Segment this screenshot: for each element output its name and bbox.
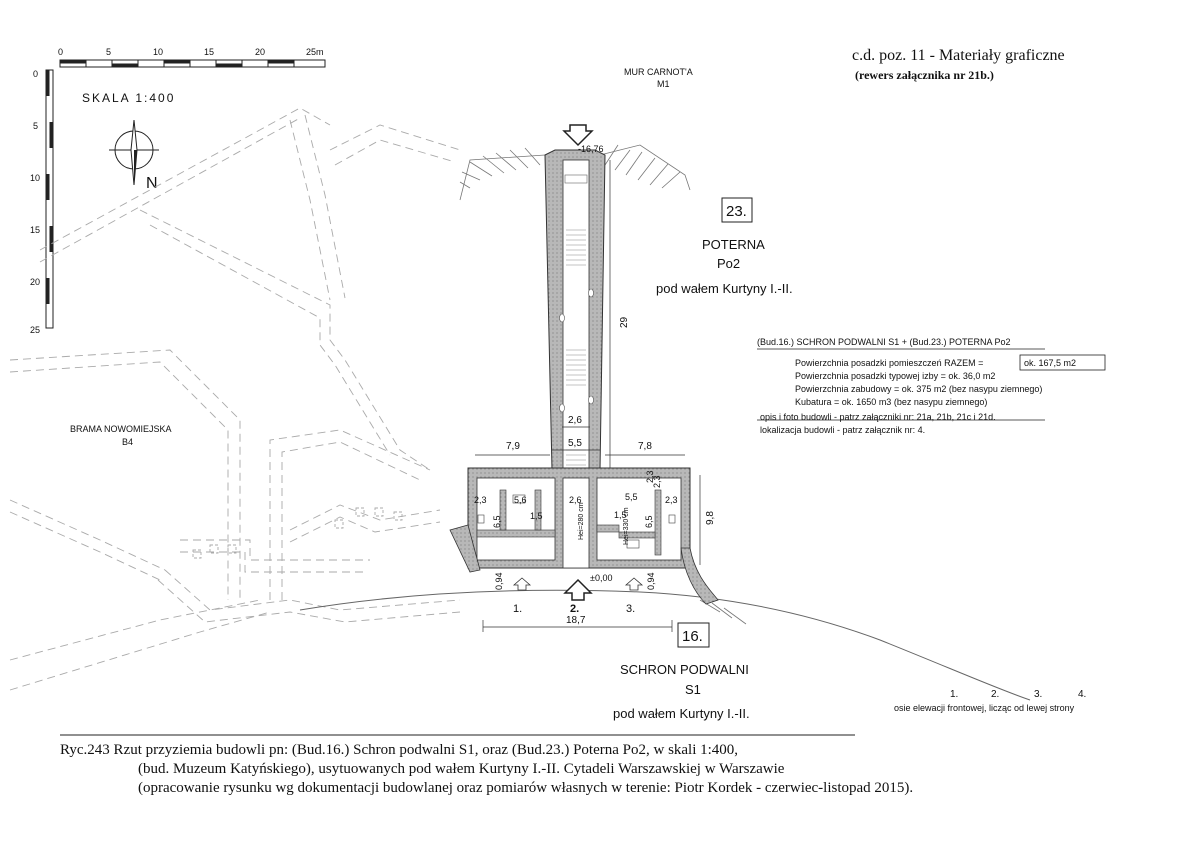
- scale-top-tick: 20: [255, 47, 266, 57]
- dim-length: 29: [619, 316, 630, 328]
- mur-carnot-label: MUR CARNOT'A: [624, 67, 693, 77]
- elevation-number: 2.: [570, 603, 580, 615]
- figure-caption: [60, 741, 913, 798]
- room-center: [563, 478, 589, 568]
- scale-bar-horizontal: [60, 60, 325, 67]
- legend-number: 1.: [950, 689, 959, 700]
- dim-zero-level: ±0,00: [590, 573, 613, 583]
- elevation-number: 1.: [513, 603, 523, 615]
- dim-top-level: -16,76: [578, 144, 604, 154]
- legend-number: 3.: [1034, 689, 1043, 700]
- dim-hei-left: Hei=280 cm: [578, 502, 585, 540]
- legend-number: 2.: [991, 689, 1000, 700]
- dim-total-width: 18,7: [566, 615, 586, 626]
- dim-corridor-width: 2,6: [568, 415, 582, 426]
- scale-left-tick: 0: [33, 69, 39, 79]
- building-23-location: pod wałem Kurtyny I.-II.: [656, 281, 793, 296]
- page-header-subtitle: (rewers załącznika nr 21b.): [855, 68, 994, 82]
- legend-text: osie elewacji frontowej, licząc od lewej strony: [894, 703, 1075, 713]
- scale-left-tick: 20: [30, 277, 41, 287]
- stats-building-area: Powierzchnia zabudowy = ok. 375 m2 (bez nasypu ziemnego): [795, 384, 1043, 394]
- scale-bar-vertical: [46, 70, 53, 328]
- dim-width-5-5: 5,5: [568, 438, 582, 449]
- stats-row: [757, 357, 1077, 370]
- brama-code: B4: [122, 437, 134, 447]
- scale-left-tick: 5: [33, 121, 39, 131]
- stats-description-ref: opis i foto budowli - patrz załączniki nr: 21a, 21b, 21c i 21d.: [760, 412, 996, 422]
- dim-room-r-a: 1,5: [614, 510, 627, 520]
- dim-room-r-small: 2,3: [645, 470, 655, 483]
- dim-hei-right: Hei=330 cm: [623, 507, 630, 545]
- background-small-rooms: [193, 508, 402, 558]
- dim-right-wing: 7,8: [638, 441, 652, 452]
- building-stats: [757, 336, 1077, 437]
- building-23-name: POTERNA: [702, 237, 765, 252]
- road-curve: [300, 590, 1030, 700]
- caption-line: Ryc.243 Rzut przyziemia budowli pn: (Bud.16.) Schron podwalni S1, oraz (Bud.23.) Poterna Po2, w skali 1:400,: [60, 742, 739, 758]
- scale-top-tick: 15: [204, 47, 215, 57]
- scale-label: SKALA 1:400: [82, 91, 176, 105]
- stats-volume: Kubatura = ok. 1650 m3 (bez nasypu ziemnego): [795, 397, 988, 407]
- mur-carnot-code: M1: [657, 79, 670, 89]
- stats-total-value: ok. 167,5 m2: [1024, 358, 1077, 368]
- building-16-name: SCHRON PODWALNI: [620, 662, 749, 677]
- dim-center-width: 2,6: [569, 495, 582, 505]
- dim-room-l-small: 5,6: [514, 495, 527, 505]
- dim-right-top: 2,3: [652, 475, 662, 488]
- brama-label: BRAMA NOWOMIEJSKA: [70, 424, 172, 434]
- dim-left-wing: 7,9: [506, 441, 520, 452]
- dim-depth: 9,8: [705, 511, 716, 525]
- dim-room-r-width: 5,5: [625, 492, 638, 502]
- dim-room-l-b: 6,5: [492, 515, 502, 528]
- stats-heading: (Bud.16.) SCHRON PODWALNI S1 + (Bud.23.) POTERNA Po2: [757, 337, 1011, 347]
- elevation-number: 3.: [626, 603, 636, 615]
- building-16-number: 16.: [682, 628, 703, 645]
- scale-top-tick: 25m: [306, 47, 324, 57]
- stats-typical-room: Powierzchnia posadzki typowej izby = ok. 36,0 m2: [795, 371, 996, 381]
- scale-top-tick: 5: [106, 47, 112, 57]
- dim-wall-left: 0,94: [494, 572, 504, 590]
- stats-total-label: Powierzchnia posadzki pomieszczeń RAZEM =: [795, 358, 984, 368]
- poterna-interior: [563, 160, 589, 480]
- page-header-title: c.d. poz. 11 - Materiały graficzne: [852, 47, 1065, 64]
- dim-right-wall: 2,3: [665, 495, 678, 505]
- dim-room-l-width: 2,3: [474, 495, 487, 505]
- scale-left-tick: 25: [30, 325, 41, 335]
- dim-wall-right: 0,94: [646, 572, 656, 590]
- caption-line: (opracowanie rysunku wg dokumentacji budowlanej oraz pomiarów własnych w terenie: Piotr Kordek - czerwiec-listopad 2015).: [138, 780, 914, 796]
- building-23-code: Po2: [717, 256, 741, 271]
- scale-top-tick: 10: [153, 47, 164, 57]
- north-label: N: [146, 175, 158, 192]
- stats-location-ref: lokalizacja budowli - patrz załącznik nr: 4.: [760, 425, 926, 435]
- dim-room-r-b: 6,5: [644, 515, 654, 528]
- background-fortification-outline: [10, 108, 460, 690]
- dim-room-l-a: 1,5: [530, 511, 543, 521]
- building-16-code: S1: [685, 682, 701, 697]
- scale-left-tick: 10: [30, 173, 41, 183]
- scale-top-tick: 0: [58, 47, 64, 57]
- caption-line: (bud. Muzeum Katyńskiego), usytuowanych pod wałem Kurtyny I.-II. Cytadeli Warszawskiej w Warszawie: [138, 761, 785, 777]
- legend-number: 4.: [1078, 689, 1087, 700]
- scale-left-tick: 15: [30, 225, 41, 235]
- room-left: [477, 478, 555, 560]
- building-16-location: pod wałem Kurtyny I.-II.: [613, 706, 750, 721]
- building-23-number: 23.: [726, 203, 747, 220]
